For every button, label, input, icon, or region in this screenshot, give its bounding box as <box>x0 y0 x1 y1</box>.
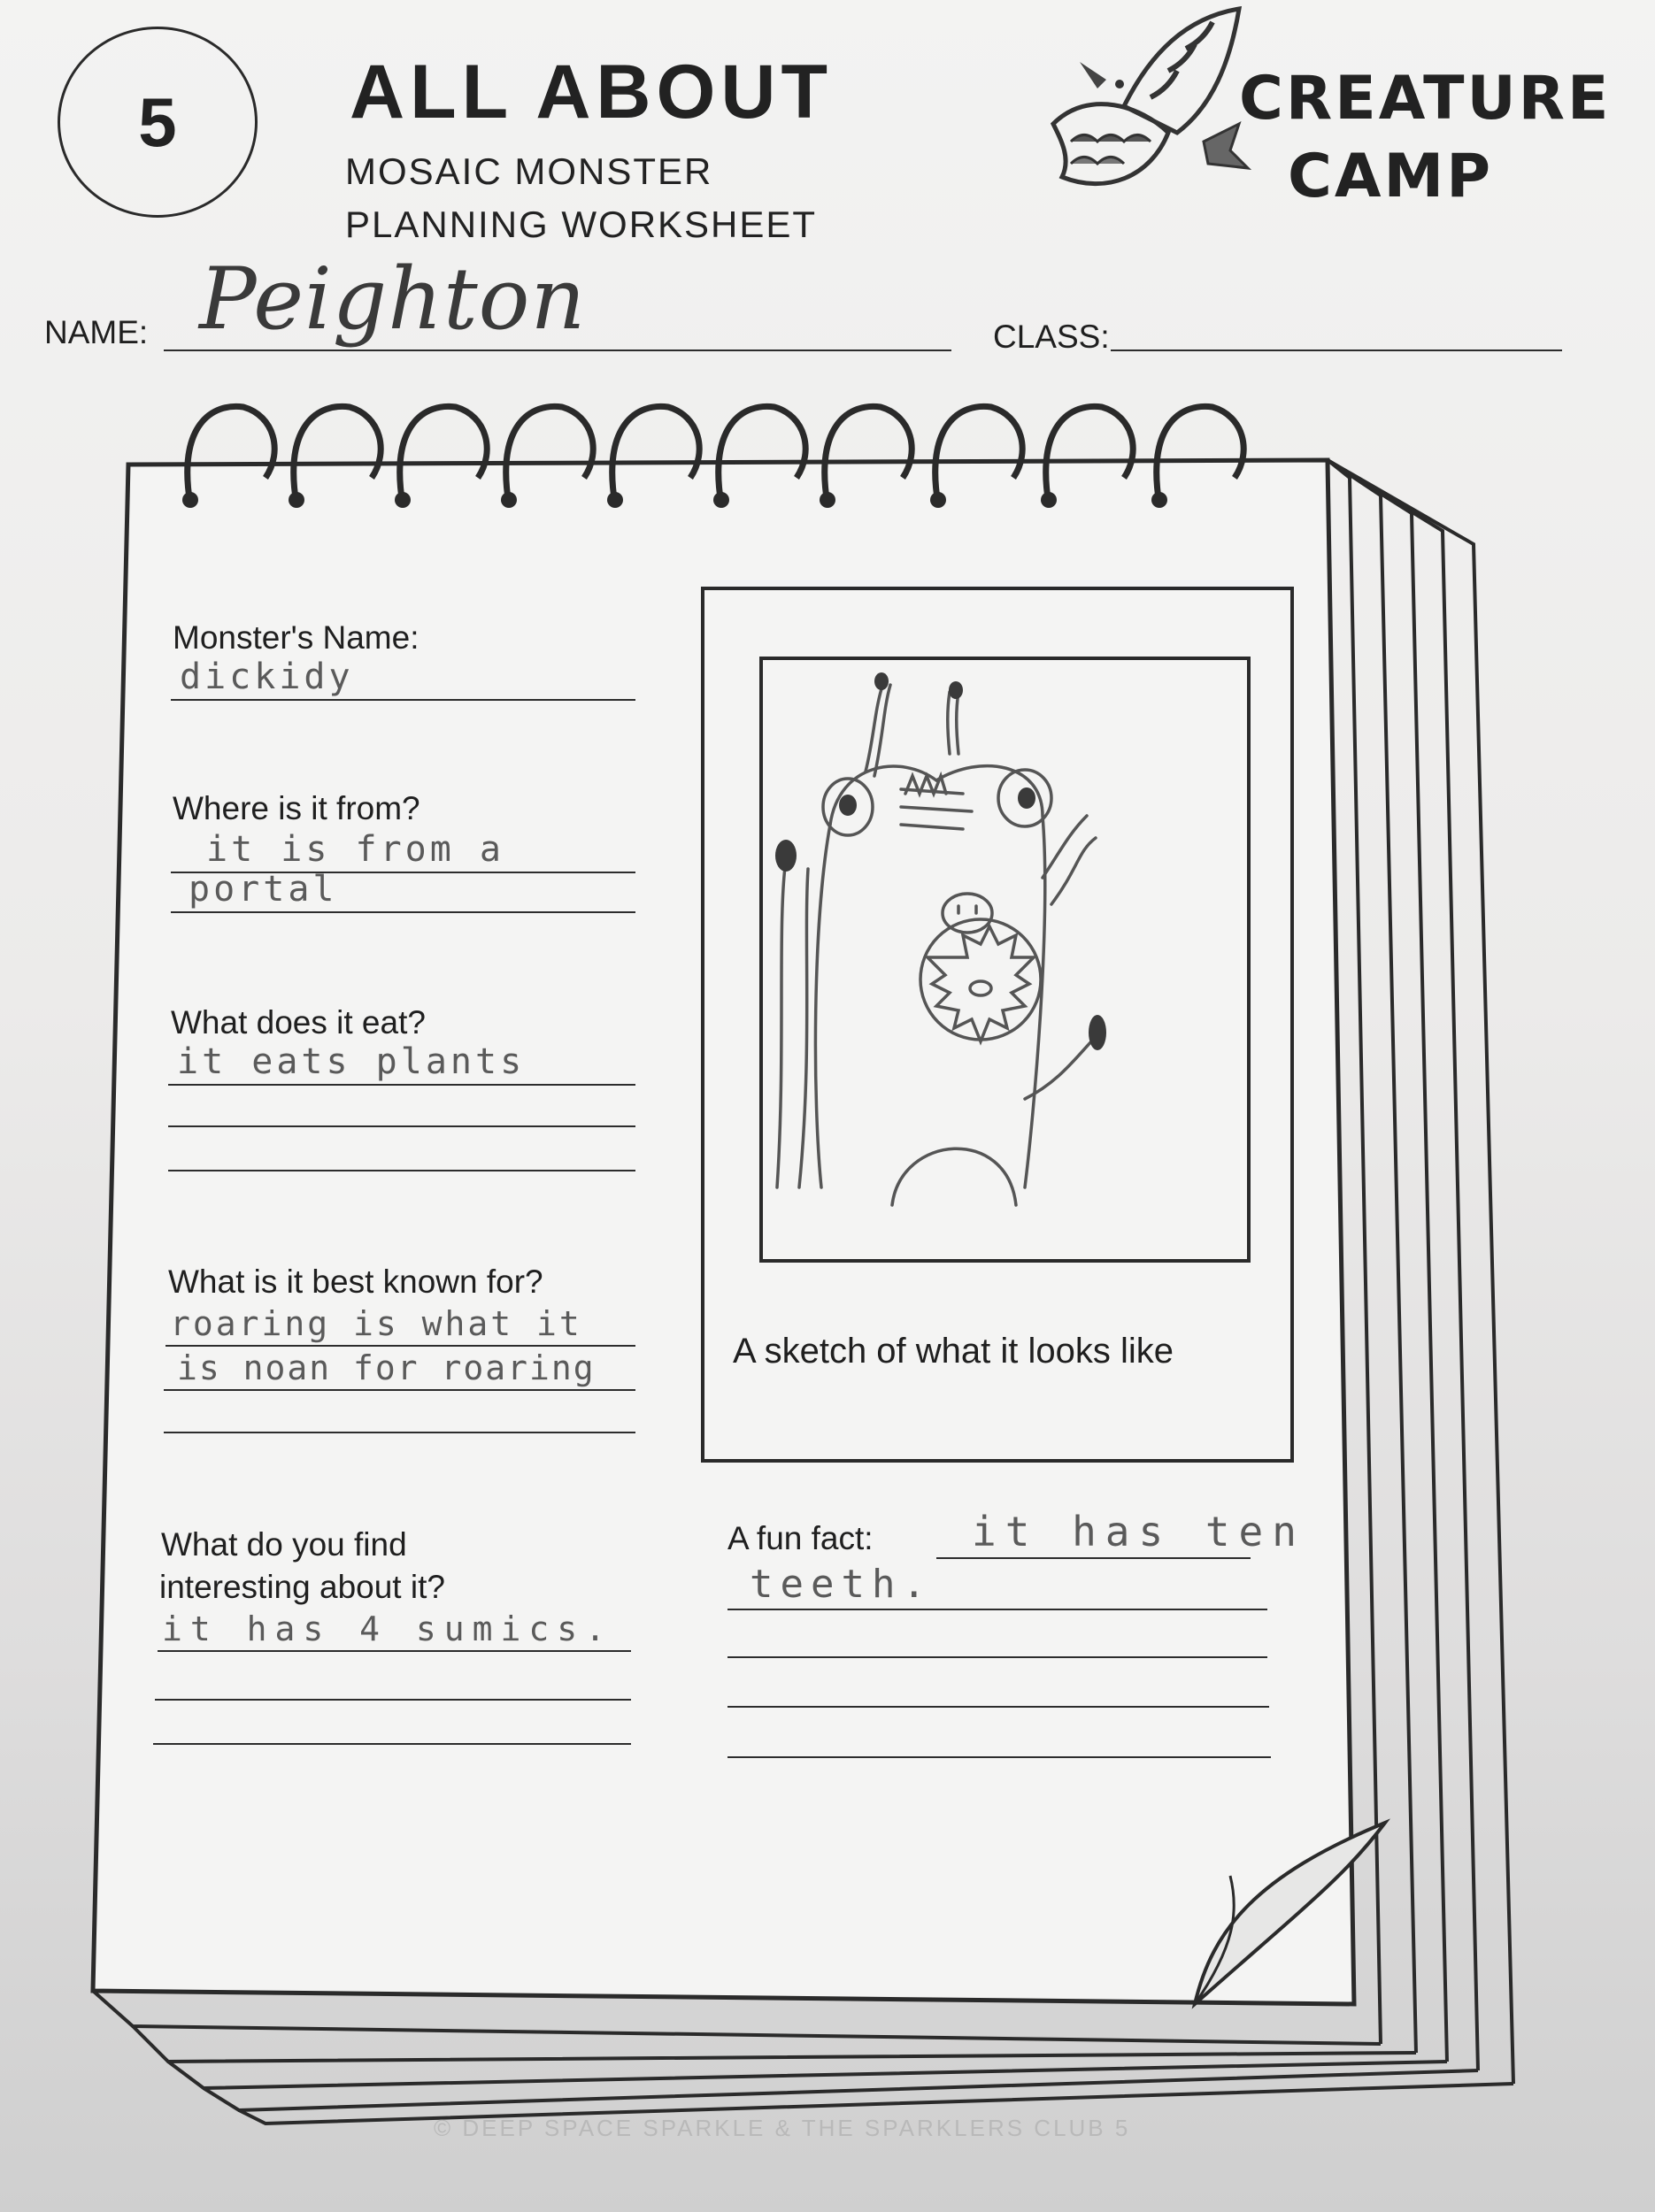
fun-fact-line-5[interactable] <box>727 1756 1271 1758</box>
interesting-label-2: interesting about it? <box>159 1569 445 1605</box>
fun-fact-field-2[interactable] <box>727 1564 1267 1610</box>
interesting-answer-1: it has 4 sumics. <box>162 1609 614 1648</box>
sketch-caption: A sketch of what it looks like <box>733 1332 1174 1371</box>
eat-answer-1: it eats plants <box>177 1041 526 1082</box>
fun-fact-answer-1: it has ten <box>972 1508 1305 1555</box>
where-from-field-2[interactable] <box>171 869 635 913</box>
fun-fact-answer-2: teeth. <box>750 1562 933 1607</box>
brand-name-line2: CAMP <box>1288 142 1494 211</box>
where-from-answer-2: portal <box>189 869 338 910</box>
known-for-answer-1: roaring is what it <box>170 1304 582 1343</box>
interesting-line-3[interactable] <box>153 1743 631 1745</box>
fun-fact-label: A fun fact: <box>727 1520 874 1556</box>
interesting-line-2[interactable] <box>155 1699 631 1701</box>
interesting-label-1: What do you find <box>161 1526 407 1563</box>
known-for-line-3[interactable] <box>164 1432 635 1433</box>
eat-line-2[interactable] <box>168 1125 635 1127</box>
where-from-label: Where is it from? <box>173 790 420 826</box>
monster-name-answer: dickidy <box>180 657 354 697</box>
name-value: Peighton <box>199 250 587 349</box>
where-from-field-1[interactable] <box>171 827 635 873</box>
monster-name-field[interactable] <box>171 655 635 701</box>
worksheet-subtitle-2: PLANNING WORKSHEET <box>345 204 818 245</box>
known-for-answer-2: is noan for roaring <box>177 1348 596 1387</box>
monster-sketch-icon <box>759 657 1251 1263</box>
known-for-label: What is it best known for? <box>168 1263 543 1300</box>
class-label: CLASS: <box>993 319 1110 355</box>
interesting-field-1[interactable] <box>158 1606 631 1652</box>
eat-field-1[interactable] <box>168 1040 635 1086</box>
fun-fact-field-1[interactable] <box>936 1508 1305 1559</box>
footer-copyright: © DEEP SPACE SPARKLE & THE SPARKLERS CLUB 5 <box>434 2115 1131 2141</box>
brand-name-line1: CREATURE <box>1239 64 1612 134</box>
known-for-field-1[interactable] <box>166 1301 635 1347</box>
worksheet-subtitle-1: MOSAIC MONSTER <box>345 150 713 192</box>
page-number: 5 <box>138 82 177 161</box>
eat-line-3[interactable] <box>168 1170 635 1171</box>
fun-fact-line-3[interactable] <box>727 1656 1267 1658</box>
where-from-answer-1: it is from a <box>206 829 504 870</box>
eat-label: What does it eat? <box>171 1004 426 1041</box>
fun-fact-line-4[interactable] <box>727 1706 1269 1708</box>
known-for-field-2[interactable] <box>164 1345 635 1391</box>
name-label: NAME: <box>44 314 149 350</box>
monster-name-label: Monster's Name: <box>173 619 420 656</box>
worksheet-title: ALL ABOUT <box>350 50 834 134</box>
